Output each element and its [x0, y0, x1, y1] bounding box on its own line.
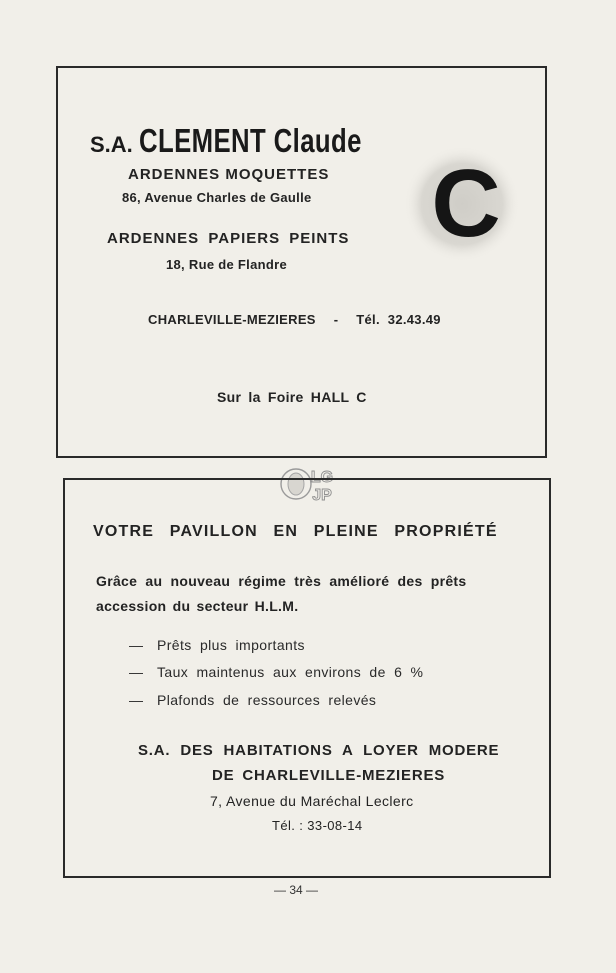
bullet-item: [129, 692, 376, 708]
division-moquettes: ARDENNES MOQUETTES: [128, 166, 330, 183]
separator: -: [333, 312, 339, 327]
bullet-dash: —: [129, 664, 144, 680]
division-papiers-peints: ARDENNES PAPIERS PEINTS: [107, 230, 350, 247]
company-title: CLEMENT Claude: [138, 122, 362, 159]
c-logo-icon: [404, 144, 524, 264]
bullet-item: [129, 664, 423, 680]
fair-location: Sur la Foire HALL C: [217, 389, 367, 405]
organization-address: 7, Avenue du Maréchal Leclerc: [210, 793, 414, 809]
address-moquettes: 86, Avenue Charles de Gaulle: [122, 190, 312, 205]
company-name: [90, 122, 424, 160]
phone-number: Tél. 32.43.49: [356, 312, 441, 327]
bullet-text: Plafonds de ressources relevés: [157, 692, 377, 708]
bullet-text: Prêts plus importants: [157, 637, 305, 653]
company-legal-form: S.A.: [90, 132, 133, 157]
watermark-bottom-text: JP: [312, 487, 332, 504]
bullet-dash: —: [129, 692, 144, 708]
page-number: — 34 —: [274, 883, 319, 897]
intro-line-2: accession du secteur H.L.M.: [96, 598, 299, 614]
bullet-item: [129, 637, 305, 653]
bullet-dash: —: [129, 637, 144, 653]
bullet-text: Taux maintenus aux environs de 6 %: [157, 664, 424, 680]
headline: VOTRE PAVILLON EN PLEINE PROPRIÉTÉ: [93, 523, 498, 540]
address-papiers-peints: 18, Rue de Flandre: [166, 257, 287, 272]
c-logo-letter: C: [431, 150, 501, 257]
city-name: CHARLEVILLE-MEZIERES: [148, 312, 316, 327]
organization-phone: Tél. : 33-08-14: [272, 818, 363, 833]
watermark-top-text: LG: [310, 469, 334, 486]
intro-line-1: Grâce au nouveau régime très amélioré des prêts: [96, 573, 467, 589]
organization-name-line-2: DE CHARLEVILLE-MEZIERES: [212, 767, 446, 784]
organization-name-line-1: S.A. DES HABITATIONS A LOYER MODERE: [138, 742, 500, 759]
city-phone-line: [148, 312, 441, 327]
